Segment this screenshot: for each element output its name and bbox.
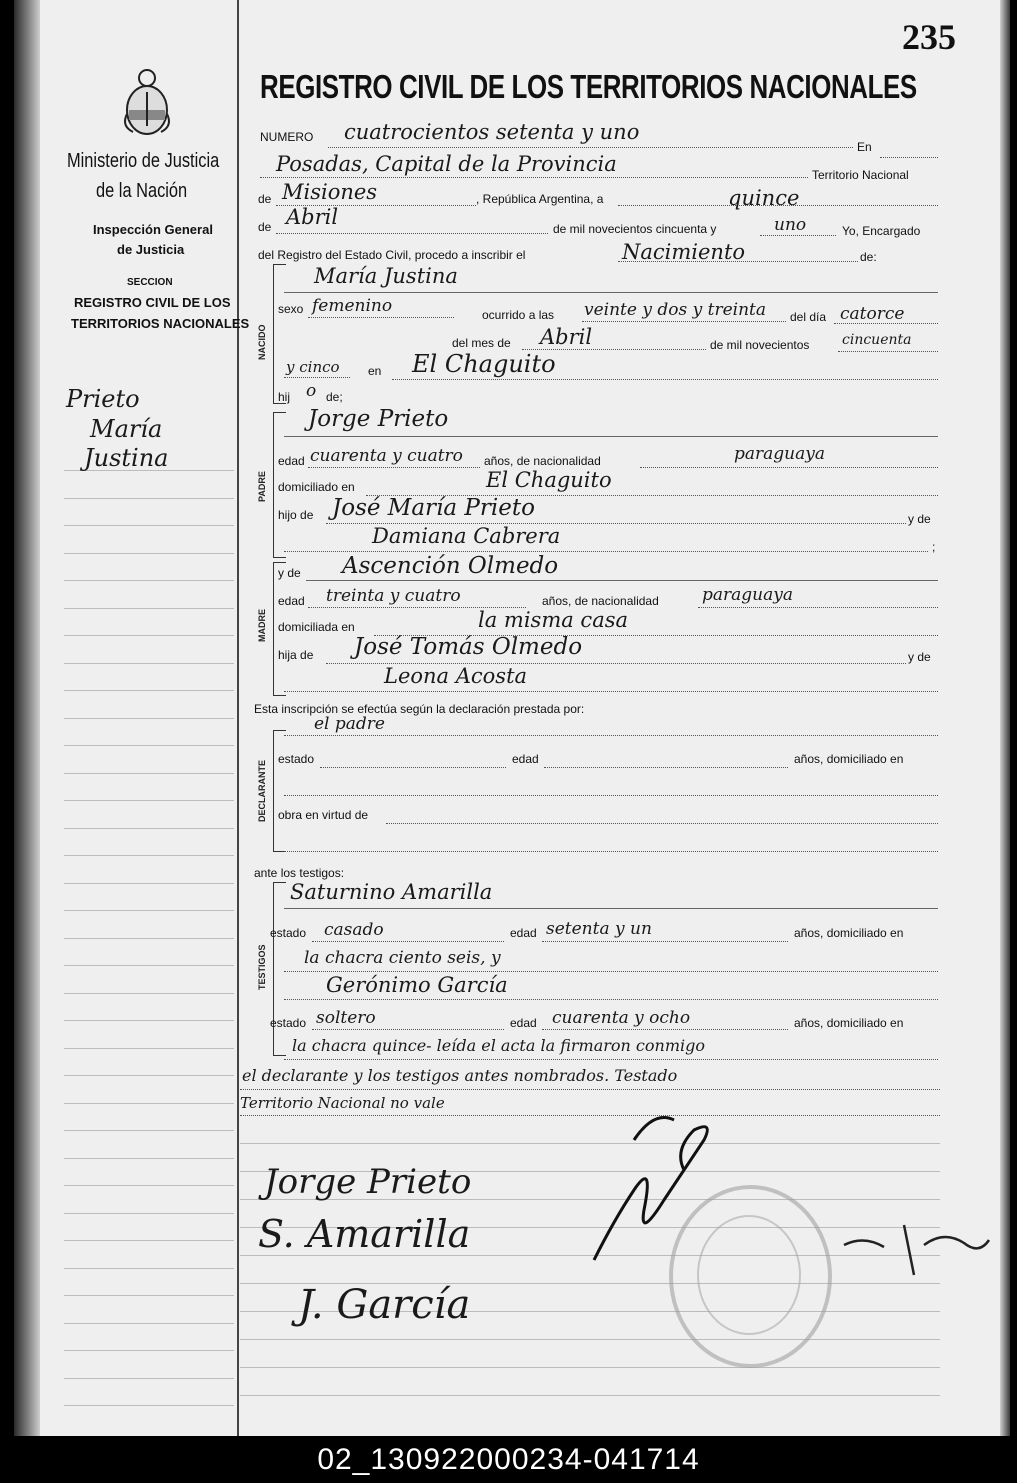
label-hijo-de: hijo de — [278, 508, 314, 522]
field-testigo2-nombre: Gerónimo García — [326, 973, 508, 997]
label-de-mil-2: de mil novecientos — [710, 338, 810, 352]
label-en-lugar: en — [368, 364, 382, 378]
label-nac-padre: años, de nacionalidad — [484, 454, 601, 468]
label-inscripcion: Esta inscripción se efectúa según la declaración prestada por: — [254, 702, 585, 716]
label-en: En — [857, 140, 872, 154]
field-padre-nacionalidad: paraguaya — [734, 444, 825, 464]
signature-testigo2: J. García — [298, 1282, 471, 1328]
label-de-territorio: de — [258, 192, 272, 206]
label-nac-madre: años, de nacionalidad — [542, 594, 659, 608]
label-del-mes: del mes de — [452, 336, 511, 350]
field-hora: veinte y dos y treinta — [584, 300, 766, 320]
field-madre-padre: José Tomás Olmedo — [354, 634, 583, 660]
label-de-mil-1: de mil novecientos cincuenta y — [553, 222, 717, 236]
label-estado-t1: estado — [270, 926, 307, 940]
label-edad-t1: edad — [510, 926, 537, 940]
field-hij-suffix: o — [306, 381, 317, 401]
field-testigo1-domicilio: la chacra ciento seis, y — [304, 948, 501, 968]
field-mes: Abril — [286, 205, 339, 229]
padre-label: PADRE — [257, 471, 267, 502]
label-hija-de: hija de — [278, 648, 314, 662]
label-ocurrido: ocurrido a las — [482, 308, 555, 322]
label-edad-t2: edad — [510, 1016, 537, 1030]
field-ano-nac-2: y cinco — [286, 358, 340, 376]
margin-note-line1: Prieto — [66, 385, 140, 413]
field-padre-nombre: Jorge Prieto — [308, 406, 449, 432]
label-edad-padre: edad — [278, 454, 305, 468]
nacido-bracket — [273, 264, 286, 404]
signature-testigo1: S. Amarilla — [258, 1212, 471, 1256]
official-stamp-icon — [669, 1185, 832, 1368]
field-padre-padre: José María Prieto — [332, 495, 535, 521]
page-number: 235 — [902, 17, 956, 57]
label-del-registro: del Registro del Estado Civil, procedo a inscribir el — [258, 248, 526, 262]
registrar-signature-icon — [834, 1215, 994, 1285]
field-cierre-2: Territorio Nacional no vale — [240, 1094, 445, 1112]
field-acto: Nacimiento — [622, 240, 746, 264]
ministry-line2: de la Nación — [96, 180, 188, 202]
label-sexo: sexo — [278, 302, 304, 316]
label-obra: obra en virtud de — [278, 808, 369, 822]
coat-of-arms-icon — [119, 66, 175, 138]
label-testigos-intro: ante los testigos: — [254, 866, 345, 880]
field-territorio: Misiones — [282, 180, 378, 204]
label-republica: , República Argentina, a — [476, 192, 604, 206]
field-mes-nac: Abril — [540, 325, 593, 349]
label-de-mes: de — [258, 220, 272, 234]
page-edge — [1000, 0, 1010, 1436]
label-edad-madre: edad — [278, 594, 305, 608]
field-testigo1-nombre: Saturnino Amarilla — [290, 880, 493, 904]
label-y-de-madre: y de — [278, 566, 301, 580]
field-ano: uno — [774, 215, 807, 235]
label-yo-encargado: Yo, Encargado — [842, 224, 921, 238]
field-cierre-1: el declarante y los testigos antes nombrados. Testado — [242, 1066, 678, 1085]
label-estado-t2: estado — [270, 1016, 307, 1030]
field-declarante: el padre — [314, 714, 385, 734]
label-semicolon: ; — [932, 540, 936, 554]
field-lugar: Posadas, Capital de la Provincia — [276, 152, 617, 176]
signature-padre: Jorge Prieto — [264, 1162, 472, 1202]
field-dia-nac: catorce — [840, 304, 905, 324]
page-title: REGISTRO CIVIL DE LOS TERRITORIOS NACIONALES — [260, 68, 917, 105]
field-ano-nac-1: cincuenta — [842, 332, 912, 348]
inspection-line1: Inspección General — [93, 222, 213, 237]
label-y-de-padre: y de — [908, 512, 931, 526]
label-anos-domic-t1: años, domiciliado en — [794, 926, 904, 940]
label-territorio: Territorio Nacional — [812, 168, 909, 182]
book-spine — [14, 0, 40, 1436]
field-testigo1-edad: setenta y un — [546, 919, 652, 939]
field-lugar-nac: El Chaguito — [412, 350, 556, 378]
field-padre-edad: cuarenta y cuatro — [310, 446, 463, 466]
field-testigo2-estado: soltero — [316, 1008, 376, 1028]
label-de-colon: de: — [860, 250, 877, 264]
label-domiciliado: domiciliado en — [278, 480, 355, 494]
declarante-label: DECLARANTE — [257, 760, 267, 822]
label-estado-decl: estado — [278, 752, 315, 766]
section-label: SECCION — [127, 277, 173, 288]
field-madre-domicilio: la misma casa — [478, 608, 629, 632]
field-madre-edad: treinta y cuatro — [326, 586, 461, 606]
inspection-line2: de Justicia — [117, 242, 185, 257]
field-madre-nacionalidad: paraguaya — [702, 585, 793, 605]
margin-note-line2: María — [90, 415, 163, 443]
section-line2: TERRITORIOS NACIONALES — [71, 316, 250, 331]
madre-label: MADRE — [257, 609, 267, 642]
field-nombre: María Justina — [314, 264, 458, 288]
section-line1: REGISTRO CIVIL DE LOS — [74, 295, 231, 310]
image-id-footer: 02_130922000234-041714 — [0, 1436, 1017, 1483]
field-madre-madre: Leona Acosta — [384, 664, 528, 688]
declarante-bracket — [273, 730, 286, 852]
field-dia: quince — [728, 186, 800, 210]
field-padre-domicilio: El Chaguito — [486, 468, 612, 492]
label-domiciliada: domiciliada en — [278, 620, 355, 634]
field-sexo: femenino — [312, 296, 393, 316]
field-madre-nombre: Ascención Olmedo — [342, 553, 559, 579]
register-page — [14, 0, 1010, 1436]
ministry-line1: Ministerio de Justicia — [67, 150, 220, 172]
label-anos-domic-t2: años, domiciliado en — [794, 1016, 904, 1030]
field-numero: cuatrocientos setenta y uno — [344, 120, 640, 144]
label-anos-domic-decl: años, domiciliado en — [794, 752, 904, 766]
field-padre-madre: Damiana Cabrera — [372, 524, 561, 548]
margin-rule — [237, 0, 239, 1436]
label-numero: NUMERO — [260, 130, 314, 144]
label-edad-decl: edad — [512, 752, 539, 766]
margin-note-line3: Justina — [84, 444, 169, 472]
field-testigo1-estado: casado — [324, 920, 384, 940]
nacido-label: NACIDO — [257, 324, 267, 360]
field-testigo2-edad: cuarenta y ocho — [552, 1008, 691, 1028]
label-de-semicolon: de; — [326, 390, 343, 404]
label-hij: hij — [278, 390, 291, 404]
label-y-de-madre2: y de — [908, 650, 931, 664]
field-testigo2-domicilio: la chacra quince- leída el acta la firmaron conmigo — [292, 1036, 705, 1055]
testigos-label: TESTIGOS — [257, 944, 267, 990]
label-del-dia: del día — [790, 310, 827, 324]
